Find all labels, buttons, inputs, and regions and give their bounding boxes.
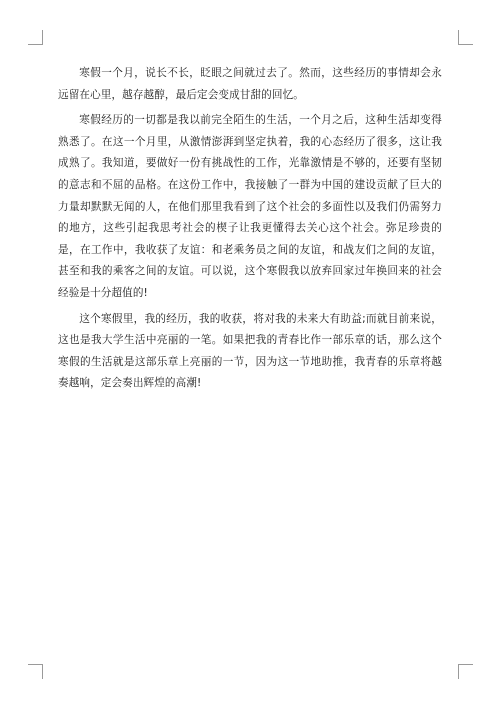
crop-mark-top-right <box>458 30 473 45</box>
crop-mark-bottom-right <box>458 664 473 679</box>
paragraph-3: 这个寒假里，我的经历，我的收获，将对我的未来大有助益;而就目前来说，这也是我大学生活中亮丽的一笔。如果把我的青春比作一部乐章的话，那么这个寒假的生活就是这部乐章上亮丽的一节，因为这一节地助推，我青春的乐章将越奏越响，定会奏出辉煌的高潮! <box>58 312 442 390</box>
paragraph-2: 寒假经历的一切都是我以前完全陌生的生活，一个月之后，这种生活却变得熟悉了。在这一个月里，从激情澎湃到坚定执着，我的心态经历了很多，这让我成熟了。我知道，要做好一份有挑战性的工作，光靠激情是不够的，还要有坚韧的意志和不屈的品格。在这份工作中，我接触了一群为中国的建设贡献了巨大的力量却默默无闻的人，在他们那里我看到了这个社会的多面性以及我们仍需努力的地方，这些引起我思考社会的楔子让我更懂得去关心这个社会。弥足珍贵的是，在工作中，我收获了友谊：和老乘务员之间的友谊，和战友们之间的友谊，甚至和我的乘客之间的友谊。可以说，这个寒假我以放弃回家过年换回来的社会经验是十分超值的! <box>58 114 442 299</box>
crop-mark-top-left <box>28 30 43 45</box>
paragraph-1: 寒假一个月，说长不长，眨眼之间就过去了。然而，这些经历的事情却会永远留在心里，越存越醇，最后定会变成甘甜的回忆。 <box>58 67 442 101</box>
crop-mark-bottom-left <box>28 664 43 679</box>
document-body <box>58 63 442 399</box>
